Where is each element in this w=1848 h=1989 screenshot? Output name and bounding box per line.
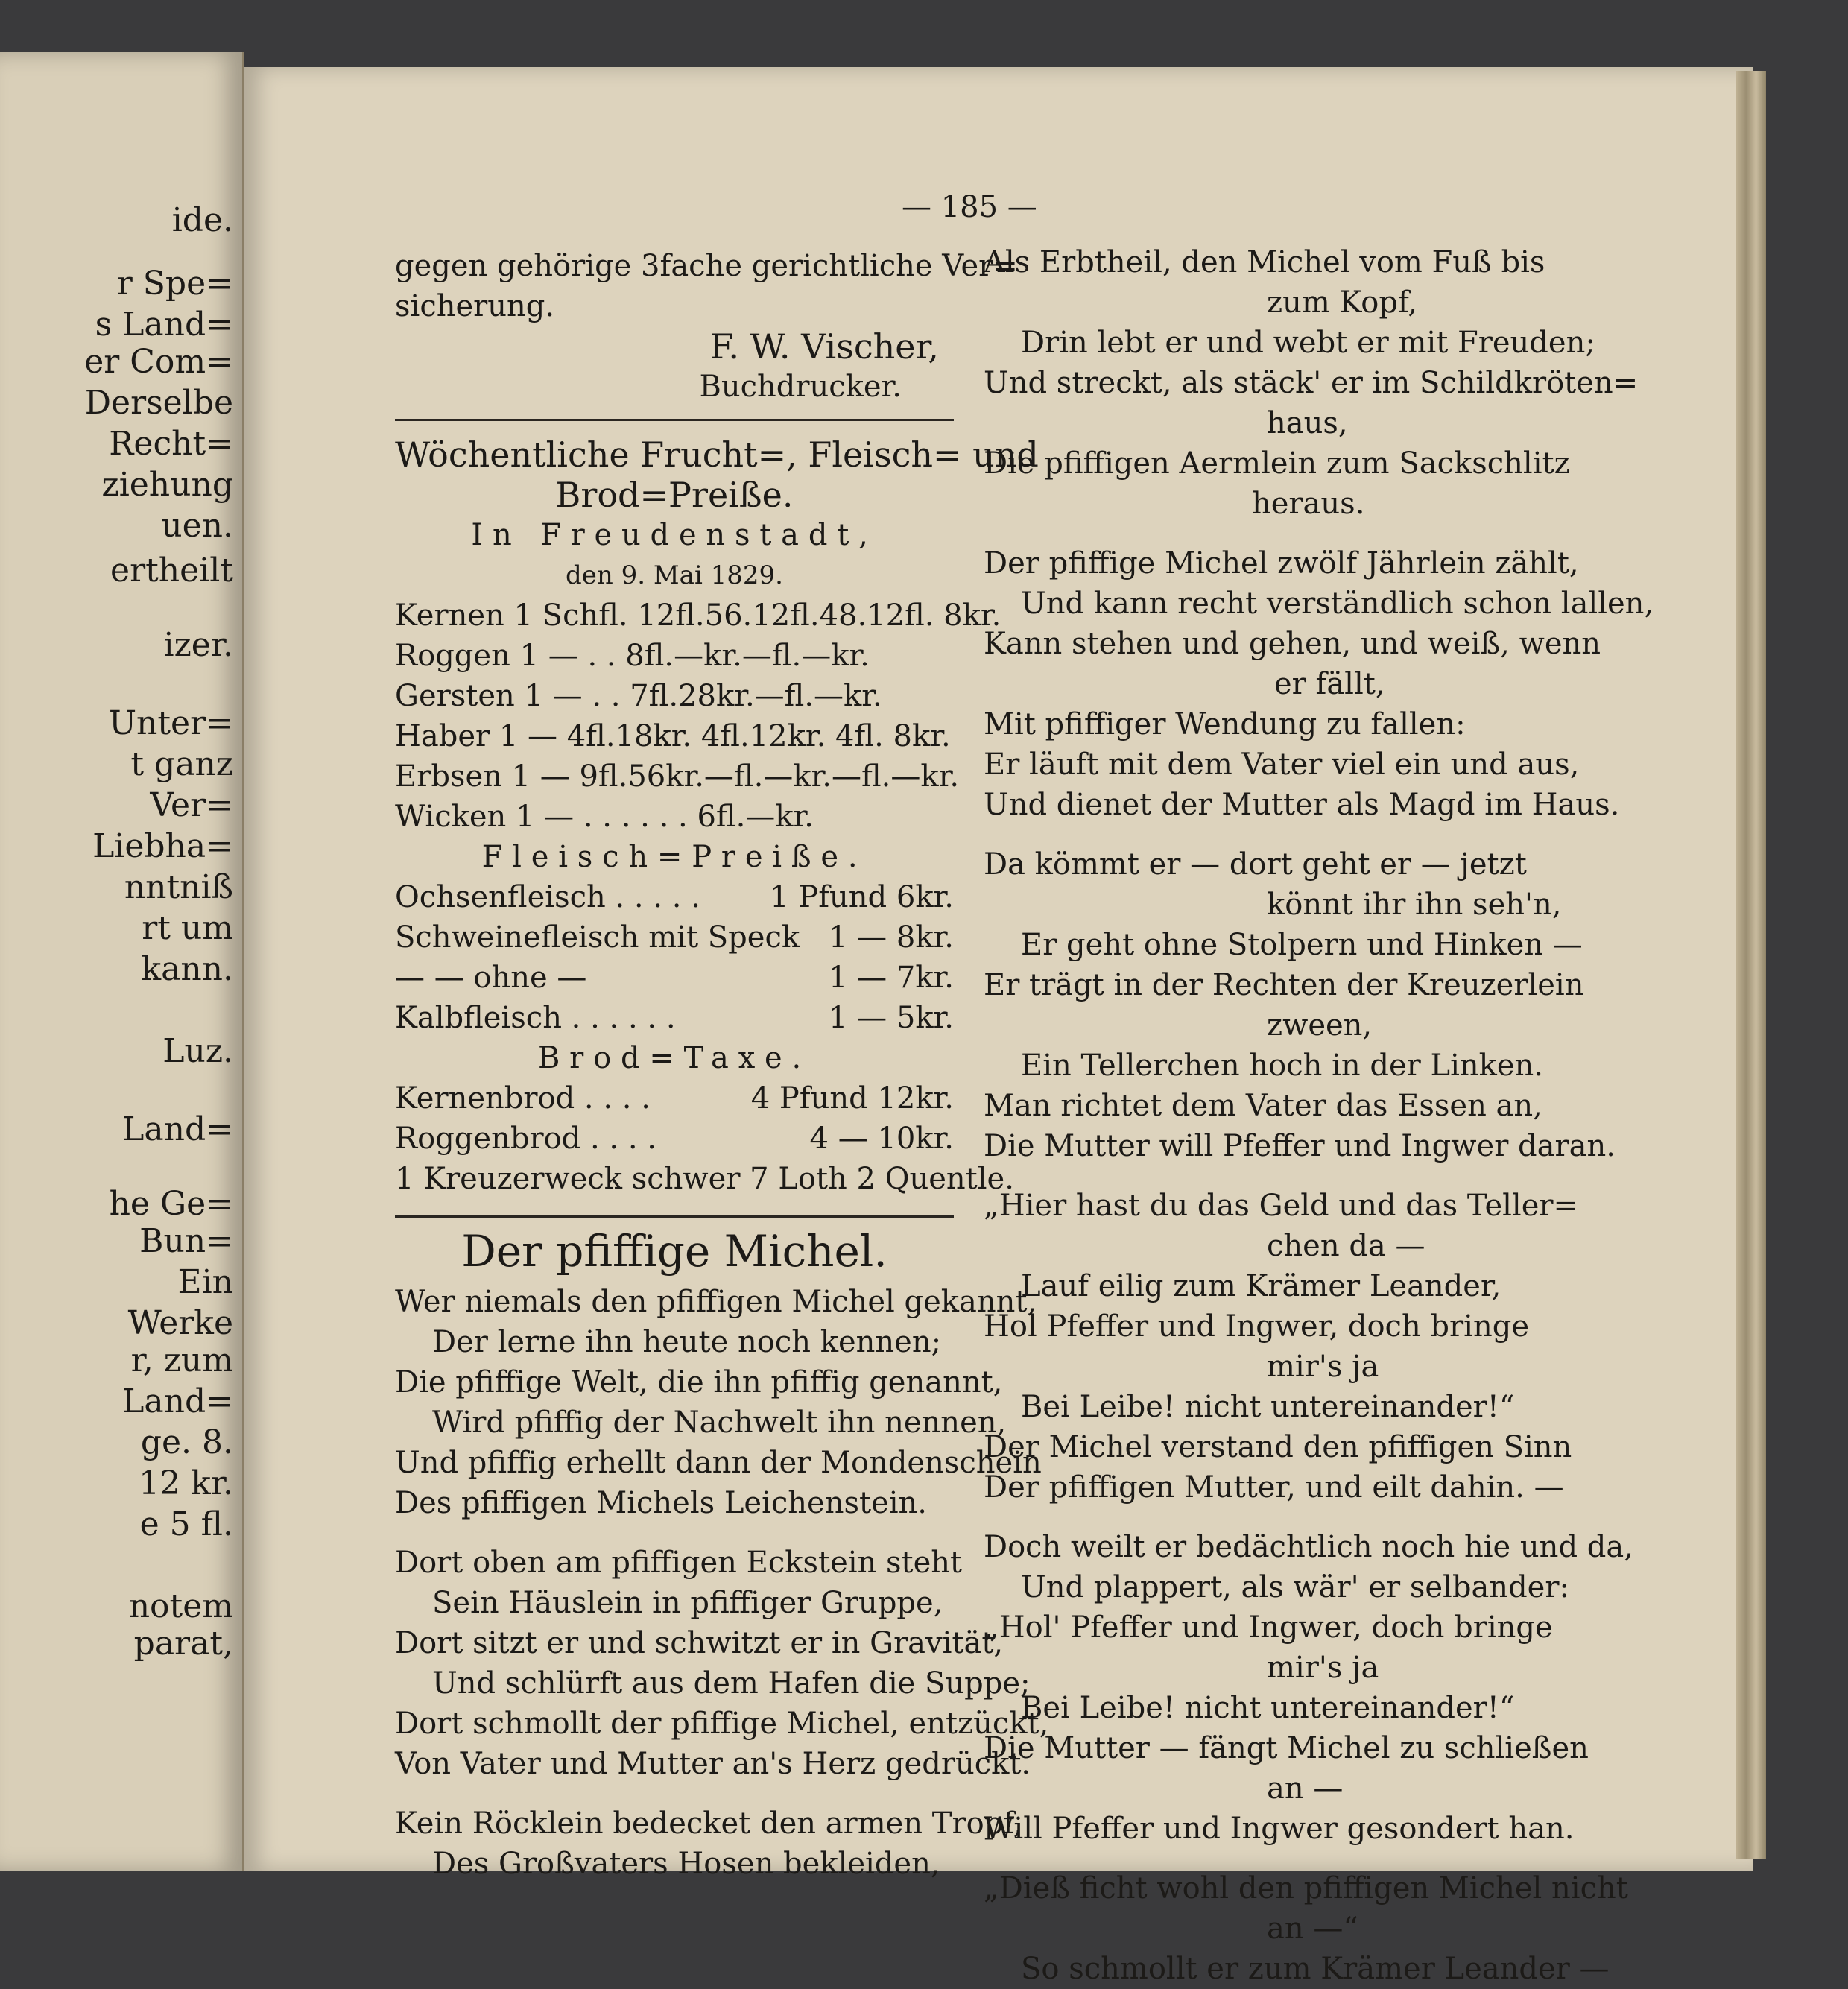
prices-heading: Brod=Preiße. bbox=[555, 475, 794, 515]
verse-line: Dort sitzt er und schwitzt er in Gravität, bbox=[395, 1626, 1004, 1660]
page-edges bbox=[1736, 71, 1766, 1859]
left-page-fragment: Unter= bbox=[108, 704, 233, 742]
left-page-fragment: Derselbe bbox=[84, 384, 233, 422]
left-page-fragment: 12 kr. bbox=[139, 1464, 233, 1502]
bread-item: Kernenbrod . . . . bbox=[395, 1081, 651, 1116]
bread-heading: Brod=Taxe. bbox=[537, 1041, 811, 1075]
verse-line: Will Pfeffer und Ingwer gesondert han. bbox=[984, 1812, 1575, 1846]
stanza bbox=[984, 844, 1616, 1166]
left-page-fragment: Liebha= bbox=[92, 827, 233, 865]
grain-row: Wicken 1 — . . . . . . 6fl.—kr. bbox=[395, 800, 814, 834]
left-page-fragment: Werke bbox=[127, 1304, 233, 1342]
stanza bbox=[395, 1282, 1042, 1523]
grain-prices bbox=[395, 595, 1001, 837]
divider bbox=[395, 419, 954, 421]
verse-line: heraus. bbox=[1252, 487, 1365, 521]
verse-line: Und streckt, als stäck' er im Schildkröten= bbox=[984, 366, 1639, 400]
verse-line: Er trägt in der Rechten der Kreuzerlein bbox=[984, 968, 1584, 1002]
right-column bbox=[984, 242, 1654, 1989]
verse-line: Ein Tellerchen hoch in der Linken. bbox=[1021, 1049, 1544, 1083]
grain-row: Haber 1 — 4fl.18kr. 4fl.12kr. 4fl. 8kr. bbox=[395, 719, 951, 753]
verse-line: Der Michel verstand den pfiffigen Sinn bbox=[984, 1430, 1572, 1464]
verse-line: Man richtet dem Vater das Essen an, bbox=[984, 1089, 1542, 1123]
verse-line: Doch weilt er bedächtlich noch hie und da, bbox=[984, 1530, 1633, 1564]
verse-line: chen da — bbox=[1267, 1229, 1425, 1263]
stanza bbox=[984, 1186, 1579, 1508]
verse-line: Des Großvaters Hosen bekleiden, bbox=[432, 1847, 940, 1881]
left-page-fragment: uen. bbox=[161, 507, 233, 545]
verse-line: Lauf eilig zum Krämer Leander, bbox=[1021, 1269, 1502, 1303]
date: den 9. Mai 1829. bbox=[566, 560, 783, 590]
stanza bbox=[395, 1543, 1049, 1784]
meat-heading: Fleisch=Preiße. bbox=[481, 840, 867, 874]
intro-line: sicherung. bbox=[395, 289, 555, 323]
stanza bbox=[984, 1527, 1633, 1849]
verse-line: an — bbox=[1267, 1771, 1344, 1806]
place: In Freudenstadt, bbox=[471, 518, 878, 552]
left-page-fragment: izer. bbox=[163, 626, 233, 664]
verse-line: Dort schmollt der pfiffige Michel, entzückt, bbox=[395, 1707, 1049, 1741]
verse-line: Drin lebt er und webt er mit Freuden; bbox=[1021, 326, 1595, 360]
verse-line: mir's ja bbox=[1267, 1651, 1379, 1685]
verse-line: Mit pfiffiger Wendung zu fallen: bbox=[984, 707, 1466, 741]
left-page-fragment: e 5 fl. bbox=[139, 1505, 233, 1543]
left-page-fragment: Land= bbox=[122, 1110, 233, 1148]
left-page-fragment: he Ge= bbox=[109, 1185, 233, 1223]
bread-price: 4 Pfund 12kr. bbox=[750, 1081, 954, 1116]
left-page-fragment: Land= bbox=[122, 1382, 233, 1420]
left-page-fragment: ziehung bbox=[101, 466, 233, 504]
divider bbox=[395, 1215, 954, 1218]
prices-heading: Wöchentliche Frucht=, Fleisch= und bbox=[395, 434, 1039, 475]
verse-line: „Hier hast du das Geld und das Teller= bbox=[984, 1189, 1579, 1223]
left-page-fragment: parat, bbox=[133, 1625, 233, 1663]
grain-row: Erbsen 1 — 9fl.56kr.—fl.—kr.—fl.—kr. bbox=[395, 759, 960, 794]
left-page-fragment: r, zum bbox=[130, 1341, 233, 1379]
meat-row bbox=[395, 877, 954, 917]
verse-line: Kann stehen und gehen, und weiß, wenn bbox=[984, 627, 1601, 661]
left-page-fragment: s Land= bbox=[95, 306, 233, 344]
page-number: — 185 — bbox=[902, 190, 1037, 224]
meat-item: Kalbfleisch . . . . . . bbox=[395, 1001, 676, 1035]
verse-line: Des pfiffigen Michels Leichenstein. bbox=[395, 1486, 928, 1520]
verse-line: Die pfiffige Welt, die ihn pfiffig genannt, bbox=[395, 1365, 1003, 1400]
verse-line: Wird pfiffig der Nachwelt ihn nennen, bbox=[432, 1405, 1007, 1440]
verse-line: „Hol' Pfeffer und Ingwer, doch bringe bbox=[984, 1610, 1553, 1645]
left-page-fragment: er Com= bbox=[84, 343, 233, 381]
signature-title: Buchdrucker. bbox=[699, 370, 902, 404]
verse-line: Der lerne ihn heute noch kennen; bbox=[432, 1325, 942, 1359]
meat-row bbox=[395, 998, 954, 1038]
verse-line: Der pfiffigen Mutter, und eilt dahin. — bbox=[984, 1470, 1564, 1505]
left-page-fragment: ge. 8. bbox=[140, 1423, 233, 1461]
verse-line: Die pfiffigen Aermlein zum Sackschlitz bbox=[984, 446, 1570, 481]
meat-price: 1 Pfund 6kr. bbox=[770, 880, 954, 914]
left-page-fragment: r Spe= bbox=[116, 265, 233, 303]
verse-line: Und plappert, als wär' er selbander: bbox=[1021, 1570, 1569, 1604]
meat-price: 1 — 8kr. bbox=[828, 920, 954, 955]
meat-prices bbox=[395, 877, 954, 1038]
meat-item: Schweinefleisch mit Speck bbox=[395, 920, 800, 955]
left-page-fragment: Ver= bbox=[150, 786, 233, 824]
intro-line: gegen gehörige 3fache gerichtliche Ver= bbox=[395, 249, 1018, 283]
left-page-fragment: Luz. bbox=[162, 1032, 233, 1070]
left-page-fragment: ertheilt bbox=[110, 551, 233, 589]
verse-line: Kein Röcklein bedecket den armen Tropf, bbox=[395, 1806, 1023, 1841]
grain-row: Gersten 1 — . . 7fl.28kr.—fl.—kr. bbox=[395, 679, 882, 713]
meat-price: 1 — 5kr. bbox=[828, 1001, 954, 1035]
verse-line: er fällt, bbox=[1274, 667, 1385, 701]
verse-line: Sein Häuslein in pfiffiger Gruppe, bbox=[432, 1586, 943, 1620]
left-page-fragment: kann. bbox=[141, 950, 233, 988]
verse-line: „Dieß ficht wohl den pfiffigen Michel nicht bbox=[984, 1871, 1628, 1906]
verse-line: haus, bbox=[1267, 406, 1348, 440]
verse-line: Und kann recht verständlich schon lallen, bbox=[1021, 586, 1654, 621]
bread-row bbox=[395, 1119, 954, 1159]
stanza bbox=[984, 1868, 1628, 1989]
left-page-fragment: rt um bbox=[142, 909, 233, 947]
verse-line: Und pfiffig erhellt dann der Mondenschein bbox=[395, 1446, 1042, 1480]
left-page-fragment: ide. bbox=[171, 201, 233, 239]
verse-line: Bei Leibe! nicht untereinander!“ bbox=[1021, 1691, 1515, 1725]
verse-line: Die Mutter — fängt Michel zu schließen bbox=[984, 1731, 1589, 1765]
left-page bbox=[0, 52, 244, 1871]
verse-line: Wer niemals den pfiffigen Michel gekannt, bbox=[395, 1285, 1037, 1319]
meat-row bbox=[395, 958, 954, 998]
bread-price: 4 — 10kr. bbox=[809, 1122, 954, 1156]
verse-line: zween, bbox=[1267, 1008, 1373, 1043]
verse-line: Da kömmt er — dort geht er — jetzt bbox=[984, 847, 1527, 882]
left-page-fragment: notem bbox=[128, 1587, 233, 1625]
bread-prices bbox=[395, 1078, 1014, 1199]
meat-item: — — ohne — bbox=[395, 961, 587, 995]
verse-line: Er geht ohne Stolpern und Hinken — bbox=[1021, 928, 1583, 962]
verse-line: Er läuft mit dem Vater viel ein und aus, bbox=[984, 747, 1580, 782]
verse-line: mir's ja bbox=[1267, 1350, 1379, 1384]
bread-item: Roggenbrod . . . . bbox=[395, 1122, 656, 1156]
verse-line: an —“ bbox=[1267, 1911, 1358, 1946]
left-page-fragment: Ein bbox=[177, 1263, 233, 1301]
verse-line: Als Erbtheil, den Michel vom Fuß bis bbox=[984, 245, 1545, 279]
meat-price: 1 — 7kr. bbox=[828, 961, 954, 995]
bread-row bbox=[395, 1159, 1014, 1199]
verse-line: Und dienet der Mutter als Magd im Haus. bbox=[984, 788, 1620, 822]
verse-line: könnt ihr ihn seh'n, bbox=[1267, 888, 1562, 922]
verse-line: Bei Leibe! nicht untereinander!“ bbox=[1021, 1390, 1515, 1424]
bread-row bbox=[395, 1078, 954, 1119]
poem-title: Der pfiffige Michel. bbox=[461, 1226, 887, 1277]
stanza bbox=[395, 1803, 1023, 1884]
stanza bbox=[984, 543, 1654, 825]
left-page-fragment: Bun= bbox=[139, 1222, 233, 1260]
left-page-fragment: nntniß bbox=[124, 868, 233, 906]
stanza bbox=[984, 242, 1639, 524]
verse-line: Hol Pfeffer und Ingwer, doch bringe bbox=[984, 1309, 1529, 1344]
verse-line: Und schlürft aus dem Hafen die Suppe; bbox=[432, 1666, 1031, 1701]
verse-line: Dort oben am pfiffigen Eckstein steht bbox=[395, 1546, 963, 1580]
signature-name: F. W. Vischer, bbox=[709, 326, 939, 367]
meat-item: Ochsenfleisch . . . . . bbox=[395, 880, 700, 914]
left-page-fragment: Recht= bbox=[109, 425, 233, 463]
verse-line: Die Mutter will Pfeffer und Ingwer daran. bbox=[984, 1129, 1616, 1163]
bread-item: 1 Kreuzerweck schwer 7 Loth 2 Quentle. bbox=[395, 1162, 1014, 1196]
verse-line: Von Vater und Mutter an's Herz gedrückt. bbox=[395, 1747, 1031, 1781]
verse-line: zum Kopf, bbox=[1267, 285, 1418, 320]
verse-line: Der pfiffige Michel zwölf Jährlein zählt, bbox=[984, 546, 1579, 581]
left-page-fragment: t ganz bbox=[130, 745, 233, 783]
grain-row: Kernen 1 Schfl. 12fl.56.12fl.48.12fl. 8kr. bbox=[395, 598, 1001, 633]
left-column bbox=[395, 246, 1049, 1884]
verse-line: So schmollt er zum Krämer Leander — bbox=[1021, 1952, 1610, 1986]
meat-row bbox=[395, 917, 954, 958]
grain-row: Roggen 1 — . . 8fl.—kr.—fl.—kr. bbox=[395, 639, 870, 673]
